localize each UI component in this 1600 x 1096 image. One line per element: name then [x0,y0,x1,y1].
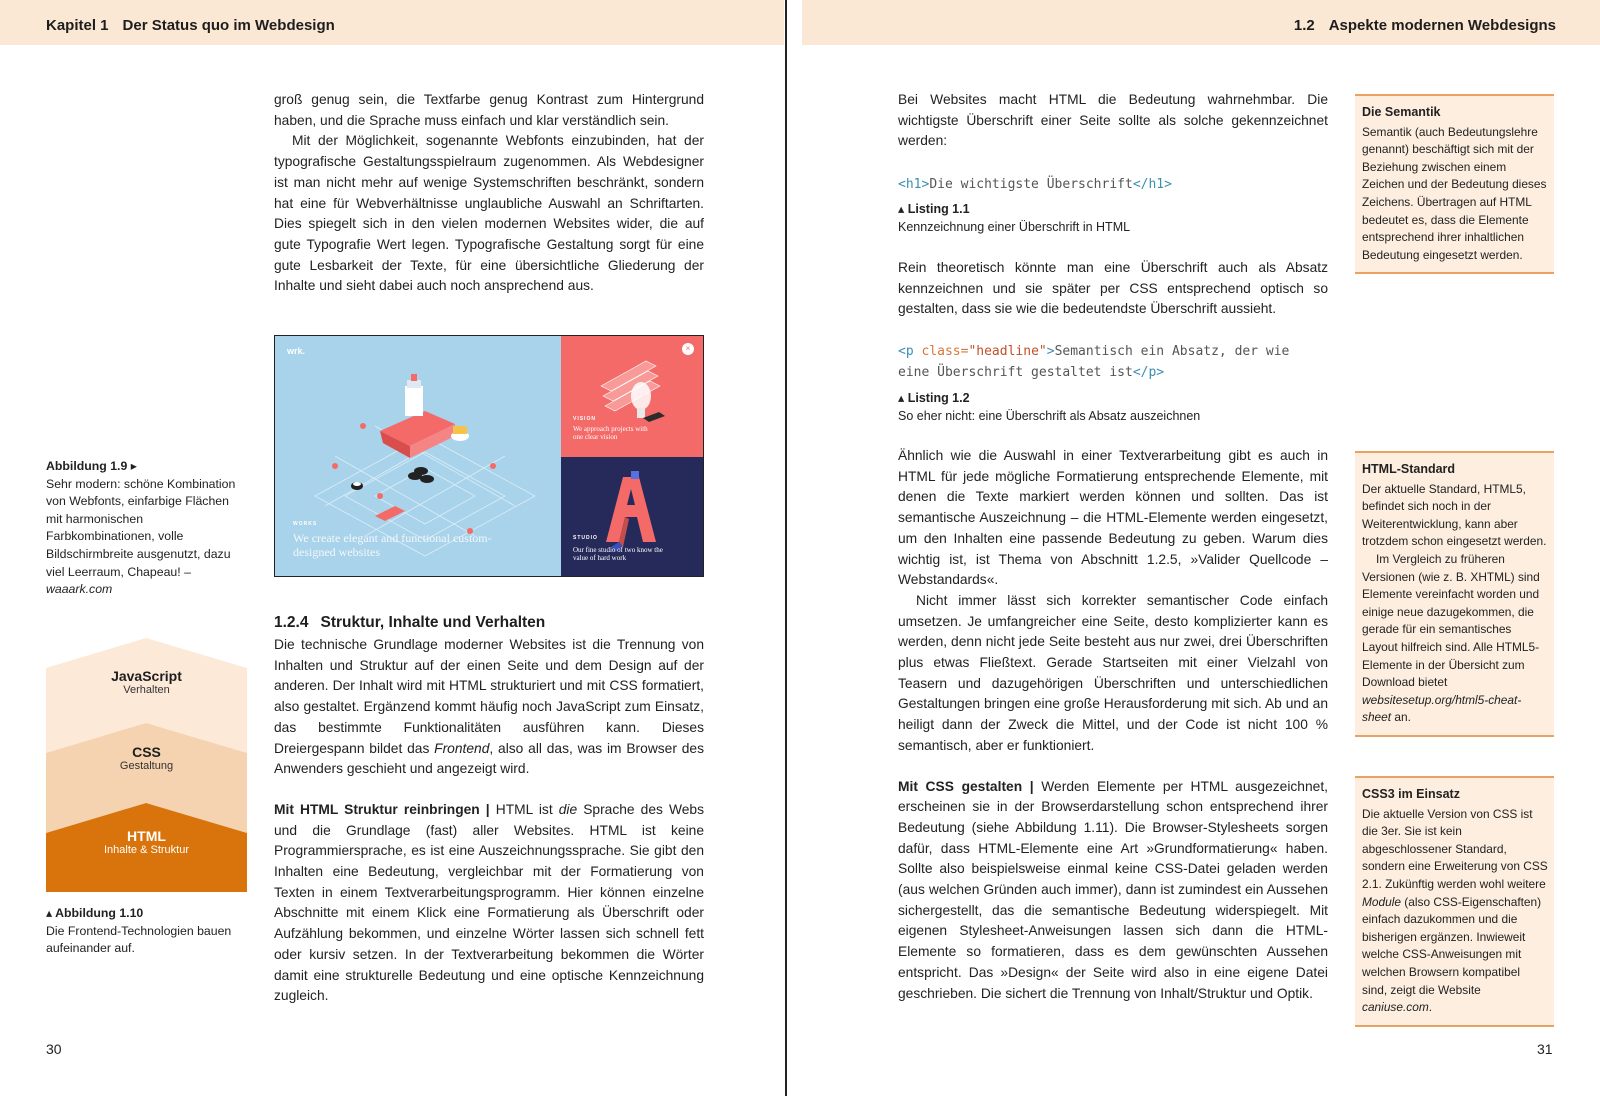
left-page [0,0,784,1096]
vision-panel [561,336,704,457]
close-icon: × [682,343,694,355]
javascript-label: JavaScript Verhalten [111,668,182,696]
section-paragraph: Die technische Grundlage moderner Websites ist die Trennung von Inhalten und Struktur auf der einen Seite und dem Design auf der anderen. Der Inhalt wird mit HTML strukturiert und mit CSS formatiert, also gestaltet. Ergänzend kommt häufig noch JavaScript zum Einsatz, das bestimmte Funktionalitäten ausführen kann. Dieses Dreiergespann bildet das Frontend, also all das, was im Browser des Anwenders geschieht und angezeigt wird. [274,637,705,777]
works-headline: We create elegant and functional custom-designed websites [293,531,492,559]
listing-1-1-caption [898,200,1130,236]
header-section-number: 1.2 [1293,17,1315,34]
works-panel [275,336,561,576]
waaark-logo: wrk. [287,346,306,356]
right-p2: Rein theoretisch könnte man eine Überschrift auch als Absatz kennzeichnen und sie später per CSS entsprechend optisch so gestalten, dass sie wie die bedeutendste Überschrift aussieht. [898,260,1328,317]
listing-1-2-label: ▴ Listing 1.2 [898,391,970,405]
html-paragraph: Mit HTML Struktur reinbringen | HTML ist die Sprache des Webs und die Grundlage (fast) aller Websites. HTML ist keine Programmiersprache, es ist eine Auszeichnungssprache. Sie gibt den Inhalten eine Bedeutung, vergleichbar mit der Formatierung von Texten in einem Textverarbeitungsprogramm. Hier können einzelne Abschnitte mit einem Klick eine Formatierung als Überschrift oder Aufzählung bekommen, und einzelne Wörter lassen sich schnell fett oder kursiv setzen. In der Textverarbeitung bekommen die Wörter damit eine strukturelle Bedeutung und eine optische Kennzeichnung zugleich. [274,801,704,1004]
figure-1-10-caption [46,905,248,958]
intro-paragraph-2: Mit der Möglichkeit, sogenannte Webfonts einzubinden, hat der typografische Gestaltungsspielraum zugenommen. Als Webdesigner ist man nicht mehr auf wenige Systemschriften beschränkt, sondern hat eine für Webverhältnisse unglaubliche Auswahl an Schriftarten. Dies spiegelt sich in den vielen modernen Websites wider, die auf gute Typografie Wert legen. Typografische Gestaltung sorgt für eine gute Lesbarkeit der Texte, für eine übersichtliche Gliederung der Inhalte und sieht dabei auch noch ansprechend aus. [274,133,704,294]
vision-text: We approach projects with one clear vision [573,425,648,441]
works-label: WORKS [293,521,318,527]
html-label: HTML Inhalte & Struktur [104,828,189,856]
css-runhead: Mit CSS gestalten | [898,778,1034,794]
box-html-standard-text1: Der aktuelle Standard, HTML5, befindet sich noch in der Weiterentwicklung, kann aber trotzdem schon eingesetzt werden. [1362,481,1547,549]
figure-1-10-text: Die Frontend-Technologien bauen aufeinander auf. [46,923,232,956]
section-number: 1.2.4 [274,614,309,631]
right-p4: Nicht immer lässt sich korrekter semantischer Code einfach umsetzen. Je umfangreicher eine Seite, desto komplizierter kann es werden, denn nicht jede Seite besteht aus nur zwei, drei Überschriften plus etwas Fließtext. Gerade Startseiten mit einer Vielzahl von Teasern und dazugehörigen Überschriften und unterschiedlichen Gestaltungen bringen eine große Herausforderung mit sich. Ab und an heiligt dann der Zweck die Mittel, und der Code ist nicht 100 % semantisch, aber er funktioniert. [898,592,1328,753]
box-css3-link: caniuse.com [1362,1000,1429,1015]
html-runhead: Mit HTML Struktur reinbringen | [274,801,490,817]
listing-1-1-label: ▴ Listing 1.1 [898,202,970,216]
box-css3-title: CSS3 im Einsatz [1362,787,1460,801]
box-semantik [1355,94,1554,274]
box-html-standard-link: websitesetup.org/html5-cheat-sheet [1362,692,1522,725]
box-html-standard [1355,451,1554,737]
right-main-text [898,446,1328,1004]
figure-1-9-source: waaark.com [46,582,113,597]
figure-1-9-text: Sehr modern: schöne Kombination von Webfonts, einfarbige Flächen mit harmonischen Farbkombinationen, volle Bildschirmbreite ausgenutzt, dazu viel Leerraum, Chapeau! – [46,476,236,579]
right-p1: Bei Websites macht HTML die Bedeutung wahrnehmbar. Die wichtigste Überschrift einer Seite sollte als solche gekennzeichnet werden: [898,92,1328,149]
css-label: CSS Gestaltung [119,744,174,772]
page-number-left: 30 [46,1041,62,1057]
header-section-title: Aspekte modernen Webdesigns [1328,17,1556,34]
figure-1-9-caption [46,458,248,599]
right-running-header [802,0,1600,45]
chapter-number: Kapitel 1 [46,17,109,34]
listing-1-2-text: So eher nicht: eine Überschrift als Absatz auszeichnen [898,409,1201,423]
section-title: Struktur, Inhalte und Verhalten [320,614,546,631]
box-html-standard-text2: Im Vergleich zu früheren Versionen (wie z. B. XHTML) sind Elemente vereinfacht worden und einige neue dazugekommen, die gerade für ein semantisches Layout hilfreich sind. Alle HTML5-Elemente in der Übersicht zum Download bietet websitesetup.org/html5-cheat-sheet an. [1362,551,1540,725]
studio-text: Our fine studio of two know the value of hard work [573,546,663,562]
listing-1-2-code: <p class="headline">Semantisch ein Absatz, der wie eine Überschrift gestaltet ist</p> [898,344,1290,380]
css-paragraph: Mit CSS gestalten | Werden Elemente per HTML ausgezeichnet, erscheinen sie in der Browserdarstellung schon entsprechend ihrer Bedeutung (siehe Abbildung 1.11). Die Browser-Stylesheets sorgen dafür, dass HTML-Elemente eine Art »Grundformatierung« haben. Sollte also beispielsweise einmal keine CSS-Datei geladen werden (aus welchen Gründen auch immer), dann ist zumindest ein Aussehen sichergestellt, das die semantische Bedeutung widerspiegelt. Mit eigenen Stylesheet-Anweisungen lassen sich dann die HTML-Elemente so formatieren, dass es dem gewünschten Aussehen entspricht. Das »Design« der Seite wird also in eine eigene Datei geschrieben. Die sichert die Trennung von Inhalt/Struktur und Optik. [898,778,1328,1001]
box-semantik-title: Die Semantik [1362,105,1441,119]
section-heading [274,614,545,632]
listing-1-2-caption [898,389,1200,425]
figure-1-10-label: ▴ Abbildung 1.10 [46,906,144,920]
chapter-title: Der Status quo im Webdesign [122,17,335,34]
intro-paragraph-1: groß genug sein, die Textfarbe genug Kontrast zum Hintergrund haben, und die Sprache muss einfach und klar verständlich sein. [274,92,704,128]
listing-1-1-code: <h1>Die wichtigste Überschrift</h1> [898,177,1172,192]
frontend-stack-diagram [46,638,247,892]
left-running-header [0,0,784,45]
box-css3 [1355,776,1554,1027]
studio-label: STUDIO [573,535,598,541]
box-css3-text: Die aktuelle Version von CSS ist die 3er. Sie ist kein abgeschlossener Standard, sondern eine Erweiterung von CSS 2.1. Zukünftig werden wohl weitere Module (also CSS-Eigenschaften) einfach dazukommen und die bisherigen ergänzen. Inwieweit welche CSS-Anweisungen mit welchen Browsern kompatibel sind, zeigt die Website caniuse.com. [1362,806,1548,1015]
vision-label: VISION [573,416,596,422]
box-html-standard-title: HTML-Standard [1362,462,1456,476]
waaark-screenshot [274,335,704,577]
intro-text [274,90,704,297]
section-text [274,635,704,1007]
page-number-right: 31 [1537,1041,1553,1057]
studio-panel [561,457,704,577]
box-semantik-text: Semantik (auch Bedeutungslehre genannt) beschäftigt sich mit der Beziehung zwischen einem Zeichen und der Bedeutung dieses Zeichens. Übertragen auf HTML bedeutet es, dass die Elemente entsprechend ihrer inhaltlichen Bedeutung eingesetzt werden. [1362,124,1547,262]
right-p3: Ähnlich wie die Auswahl in einer Textverarbeitung gibt es auch in HTML für jede mögliche Formatierung entsprechende Elemente, mit denen die Texte markiert werden können und sollten. Das ist semantische Auszeichnung – die HTML-Elemente werden eingesetzt, um den Inhalten eine passende Bedeutung zu geben. Warum dies wichtig ist, ist Thema von Abschnitt 1.2.5, »Valider Quellcode – Webstandards«. [898,448,1328,588]
listing-1-1-text: Kennzeichnung einer Überschrift in HTML [898,220,1131,234]
figure-1-9-label: Abbildung 1.9 ▸ [46,459,137,473]
book-spine [785,0,787,1096]
